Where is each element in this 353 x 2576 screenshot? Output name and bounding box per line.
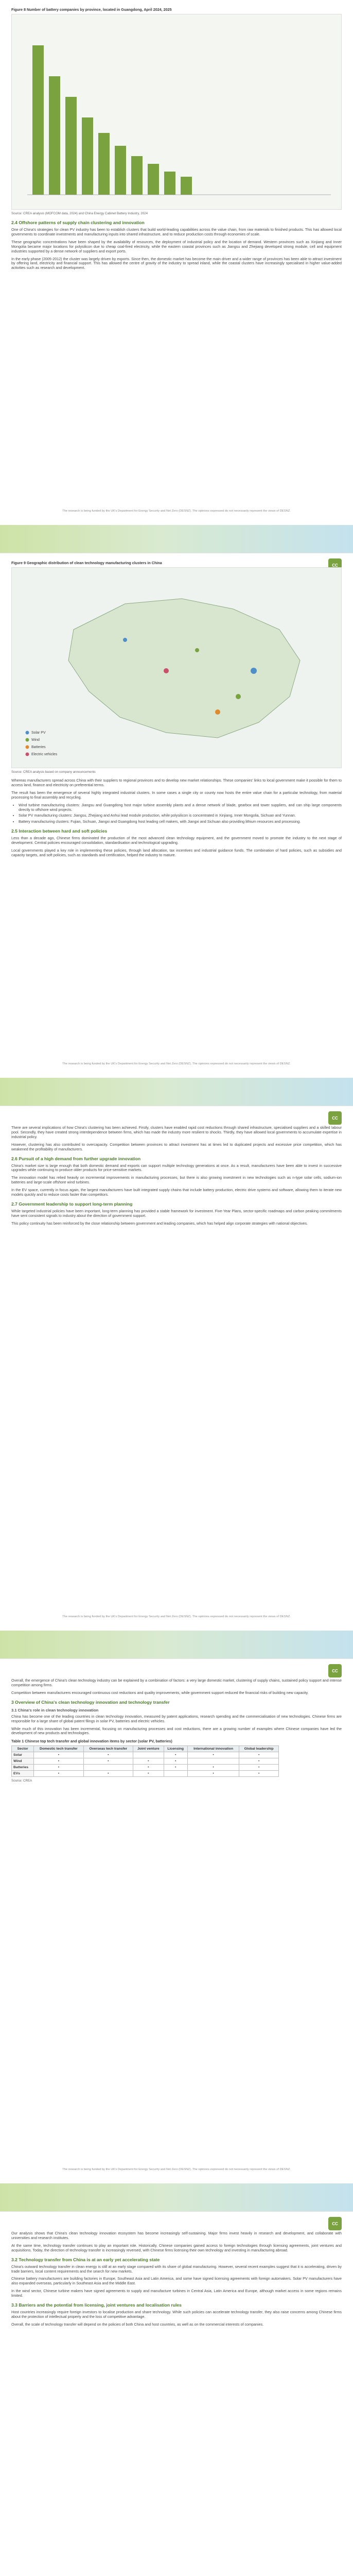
bar (82, 117, 93, 195)
row-label: EVs (12, 1771, 34, 1777)
logo: CC (328, 558, 342, 572)
table-header: Sector (12, 1746, 34, 1752)
paragraph: In the EV space, currently in focus again, the largest manufacturers have built integrated supply chains that include battery production, electric drive systems and software, allowing them to iterate new models quickly and to reduce costs faster than competitors. (11, 1188, 342, 1197)
table-row (12, 1752, 279, 1758)
page-footer (0, 503, 353, 553)
paragraph: Local governments played a key role in implementing these policies, through land allocation, tax incentives and industrial guidance funds. The combination of hard policies, such as subsidies and capacity targets, and soft policies, such as standards and certification, helped the industry to mature. (11, 848, 342, 857)
table-cell: • (133, 1758, 164, 1765)
section-heading: 2.4 Offshore patterns of supply chain clustering and innovation (11, 220, 145, 225)
table-header: Global leadership (239, 1746, 279, 1752)
table-header: Domestic tech transfer (34, 1746, 83, 1752)
bar (148, 164, 159, 195)
table-cell: • (34, 1752, 83, 1758)
table-cell: • (34, 1758, 83, 1765)
bar (181, 177, 192, 195)
paragraph: While targeted industrial policies have been important, long-term planning has provided a stable framework for investment. Five-Year Plans, sector-specific roadmaps and carbon peaking commitments have sent consistent signals to industry about the direction of government support. (11, 1208, 342, 1218)
paragraph: This policy continuity has been reinforced by the close relationship between government and leading companies, which has helped align corporate strategies with national objectives. (11, 1221, 308, 1226)
table-row (12, 1758, 279, 1765)
paragraph: The innovation model has relied heavily on incremental improvements in manufacturing processes, but there is also growing investment in new technologies such as n-type solar cells, sodium-ion batteries and large-scale offshore wind turbines. (11, 1175, 342, 1185)
table-cell: • (83, 1771, 133, 1777)
paragraph: There are several implications of how China's clustering has been achieved. Firstly, clusters have enabled rapid cost reductions through shared infrastructure, specialised suppliers and a skilled labour pool. Secondly, they have created strong interdependence between firms, which has made the industry more resilient to shocks. Thirdly, they have allowed local governments to accumulate expertise in industrial policy. (11, 1125, 342, 1139)
paragraph: China's outward technology transfer in clean energy is still at an early stage compared with its share of global manufacturing. However, several recent examples suggest that it is accelerating, driven by trade barriers, local content requirements and the search for new markets. (11, 2264, 342, 2274)
cluster-marker (123, 638, 127, 642)
table-cell: • (83, 1758, 133, 1765)
legend-label: Wind (31, 738, 40, 742)
table-cell: • (239, 1771, 279, 1777)
list-item: • Solar PV manufacturing clusters: Jiangsu, Zhejiang and Anhui lead module production, while polysilicon is concentrated in Xinjiang, Inner Mongolia, Sichuan and Yunnan. (19, 814, 342, 818)
paragraph: Whereas manufacturers spread across China with their suppliers to regional provinces and to develop new market relationships. These companies' links to local government make it possible for them to access land, finance and electricity on preferential terms. (11, 778, 342, 787)
table-cell (187, 1758, 239, 1765)
figure-8-caption: Figure 8 Number of battery companies by province, located in Guangdong, April 2024, 2025 (11, 7, 172, 12)
cluster-marker (251, 668, 257, 674)
logo: CC (328, 1664, 342, 1677)
bar (32, 45, 44, 195)
paragraph: One of China's strategies for clean PV industry has been to establish clusters that build world-leading capabilities across the value chain, from raw materials to finished products. This has allowed local governments to coordinate investments and manufacturing inputs into shared infrastructure, and to reduce production costs through economies of scale. (11, 227, 342, 236)
table-cell: • (164, 1765, 187, 1771)
cluster-marker (195, 648, 199, 652)
bar (98, 133, 110, 195)
bar (115, 146, 126, 195)
sub-heading: 3.1 China's role in clean technology innovation (11, 1707, 99, 1713)
list-item: • Battery manufacturing clusters: Fujian, Sichuan, Jiangxi and Guangdong host leading cell makers, with Jiangxi and Sichuan also providing lithium resources and processing. (19, 820, 342, 824)
table-cell: • (239, 1758, 279, 1765)
footer-band (0, 525, 353, 553)
section-heading: 2.7 Government leadership to support long-term planning (11, 1201, 133, 1207)
table-cell: • (83, 1752, 133, 1758)
figure-9-source: Source: CREA analysis based on company announcements (11, 770, 96, 774)
table-header: Licensing (164, 1746, 187, 1752)
table-cell: • (187, 1771, 239, 1777)
page-5 (0, 2211, 353, 2576)
row-label: Batteries (12, 1765, 34, 1771)
table-cell: • (164, 1752, 187, 1758)
paragraph: In the wind sector, Chinese turbine makers have signed agreements to supply and manufacture turbines in Central Asia, Latin America and Europe, although market access in some regions remains limited. (11, 2289, 342, 2298)
paragraph: While much of this innovation has been incremental, focusing on manufacturing processes and cost reductions, there are a growing number of examples where Chinese companies have led the development of new products and technologies. (11, 1726, 342, 1736)
paragraph: In the early phase (2005-2012) the cluster was largely driven by exports. Since then, the domestic market has become the main driver and a wider range of provinces has been able to attract investment by offering land, electricity and financial support. This has allowed the centre of gravity of the industry to spread inland, while the coastal clusters have increasingly specialised in higher value-added activities such as research and development. (11, 256, 342, 270)
figure-8-bars (12, 14, 341, 209)
tech-transfer-table (11, 1745, 279, 1777)
cluster-list (11, 803, 342, 825)
logo: CC (328, 1111, 342, 1125)
footer-band (0, 1631, 353, 1658)
section-heading: 3 Overview of China's clean technology innovation and technology transfer (11, 1699, 170, 1705)
paragraph: Overall, the emergence of China's clean technology industry can be explained by a combination of factors: a very large domestic market, clustering of supply chains, sustained policy support and intense competition among firms. (11, 1678, 342, 1687)
table-cell: • (239, 1752, 279, 1758)
page-1 (0, 0, 353, 553)
section-heading: 2.5 Interaction between hard and soft policies (11, 828, 108, 834)
table-cell (133, 1752, 164, 1758)
footer-band (0, 1078, 353, 1106)
legend-label: Batteries (31, 745, 46, 749)
figure-9-caption: Figure 9 Geographic distribution of clean technology manufacturing clusters in China (11, 561, 162, 565)
paragraph: Overall, the scale of technology transfer will depend on the policies of both China and host countries, as well as on the commercial interests of companies. (11, 2321, 264, 2327)
map-legend (26, 731, 58, 757)
table-cell (83, 1765, 133, 1771)
table-cell: • (164, 1758, 187, 1765)
section-heading: 2.6 Pursuit of a high demand from further upgrade innovation (11, 1156, 141, 1161)
page-3 (0, 1106, 353, 1658)
row-label: Wind (12, 1758, 34, 1765)
paragraph: These geographic concentrations have been shaped by the availability of resources, the deployment of industrial policy and the location of demand. Western provinces such as Xinjiang and Inner Mongolia became major locations for polysilicon due to cheap coal-fired electricity, while the eastern coastal provinces such as Jiangsu and Zhejiang developed strong module, cell and equipment industries supported by a dense network of suppliers and export ports. (11, 239, 342, 253)
table-header: Joint venture (133, 1746, 164, 1752)
paragraph: Competition between manufacturers encouraged continuous cost reductions and quality improvements, while government support reduced the financial risks of building new capacity. (11, 1690, 309, 1695)
table-cell: • (187, 1765, 239, 1771)
page-footer (0, 1056, 353, 1106)
cluster-marker (215, 709, 220, 715)
footer-disclaimer: The research is being funded by the UK's Department for Energy Security and Net Zero (DESNZ). The opinions expressed do not necessarily represent the views of DESNZ. (62, 1615, 291, 1618)
bar (164, 172, 175, 195)
cluster-marker (236, 694, 241, 699)
table-cell: • (239, 1765, 279, 1771)
table-cell (164, 1771, 187, 1777)
table-cell: • (133, 1765, 164, 1771)
paragraph: Chinese battery manufacturers are building factories in Europe, Southeast Asia and Latin America, and some have signed licensing agreements with foreign automakers. Solar PV manufacturers have also expanded overseas, particularly in Southeast Asia and the Middle East. (11, 2276, 342, 2286)
china-map (11, 567, 342, 768)
table-header: International innovation (187, 1746, 239, 1752)
page-footer (0, 2162, 353, 2211)
footer-disclaimer: The research is being funded by the UK's Department for Energy Security and Net Zero (DESNZ). The opinions expressed do not necessarily represent the views of DESNZ. (62, 510, 291, 513)
paragraph: China's market size is large enough that both domestic demand and exports can support multiple technology generations at once. As a result, manufacturers have been able to invest in successive upgrades while continuing to produce older products for price-sensitive markets. (11, 1163, 342, 1173)
logo: CC (328, 2217, 342, 2230)
paragraph: At the same time, technology transfer continues to play an important role. Historically, Chinese companies gained access to foreign technologies through licensing agreements, joint ventures and acquisitions. Today, the direction of technology transfer is increasingly reversed, with Chinese firms licensing their own technology and investing in manufacturing abroad. (11, 2243, 342, 2252)
page-footer (0, 1609, 353, 1658)
table-row (12, 1771, 279, 1777)
paragraph: Our analysis shows that China's clean technology innovation ecosystem has become increasingly self-sustaining. Major firms invest heavily in research and development, and collaborate with universities and research institutes. (11, 2231, 342, 2240)
footer-band (0, 2183, 353, 2211)
paragraph: The result has been the emergence of several highly integrated industrial clusters. In some cases a single city or county now hosts the entire value chain for a particular technology, from material processing to final assembly and recycling. (11, 790, 342, 800)
bar (131, 156, 143, 195)
section-heading: 3.3 Barriers and the potential from licensing, joint ventures and localisation rules (11, 2302, 182, 2308)
figure-8-source: Source: CREA analysis (MOFCOM data, 2024) and China Energy Cabinet Battery Industry, 2024 (11, 212, 148, 215)
footer-disclaimer: The research is being funded by the UK's Department for Energy Security and Net Zero (DESNZ). The opinions expressed do not necessarily represent the views of DESNZ. (62, 2168, 291, 2171)
bar (65, 97, 77, 195)
paragraph: Host countries increasingly require foreign investors to localise production and share technology. While such policies can accelerate technology transfer, they also raise concerns among Chinese firms about the protection of intellectual property and the loss of competitive advantage. (11, 2310, 342, 2319)
table-header: Overseas tech transfer (83, 1746, 133, 1752)
table-cell: • (34, 1765, 83, 1771)
legend-label: Solar PV (31, 731, 46, 735)
paragraph: However, clustering has also contributed to overcapacity. Competition between provinces to attract investment has at times led to duplicated projects and excessive price competition, which has weakened the profitability of manufacturers. (11, 1142, 342, 1151)
paragraph: China has become one of the leading countries in clean technology innovation, measured by patent applications, research spending and the commercialisation of new technologies. Chinese firms are responsible for a large share of global patent filings in solar PV, batteries and electric vehicles. (11, 1714, 342, 1723)
footer-disclaimer: The research is being funded by the UK's Department for Energy Security and Net Zero (DESNZ). The opinions expressed do not necessarily represent the views of DESNZ. (62, 1062, 291, 1065)
list-item: • Wind turbine manufacturing clusters: Jiangsu and Guangdong host major turbine assembly plants and a dense network of blade, gearbox and tower suppliers, and can ship large components directly to offshore wind projects. (19, 803, 342, 812)
china-map-svg (12, 568, 341, 768)
row-label: Solar (12, 1752, 34, 1758)
table-1-caption: Table 1 Chinese top tech transfer and global innovation items by sector (solar PV, batteries) (11, 1739, 172, 1744)
figure-8-chart (11, 14, 342, 210)
china-outline (68, 599, 300, 738)
page-2 (0, 553, 353, 1106)
section-heading: 3.2 Technology transfer from China is at an early yet accelerating state (11, 2257, 160, 2262)
table-cell: • (34, 1771, 83, 1777)
paragraph: Less than a decade ago, Chinese firms dominated the production of the most advanced clean technology equipment, and the government moved to promote the industry to the next stage of development. Central policies encouraged consolidation, standardisation and technological upgrading. (11, 836, 342, 845)
legend-label: Electric vehicles (31, 753, 58, 756)
table-1-source: Source: CREA (11, 1779, 32, 1783)
table-row (12, 1765, 279, 1771)
bar (49, 76, 60, 195)
cluster-marker (164, 668, 169, 673)
table-cell: • (133, 1771, 164, 1777)
page-4 (0, 1658, 353, 2211)
table-cell: • (187, 1752, 239, 1758)
